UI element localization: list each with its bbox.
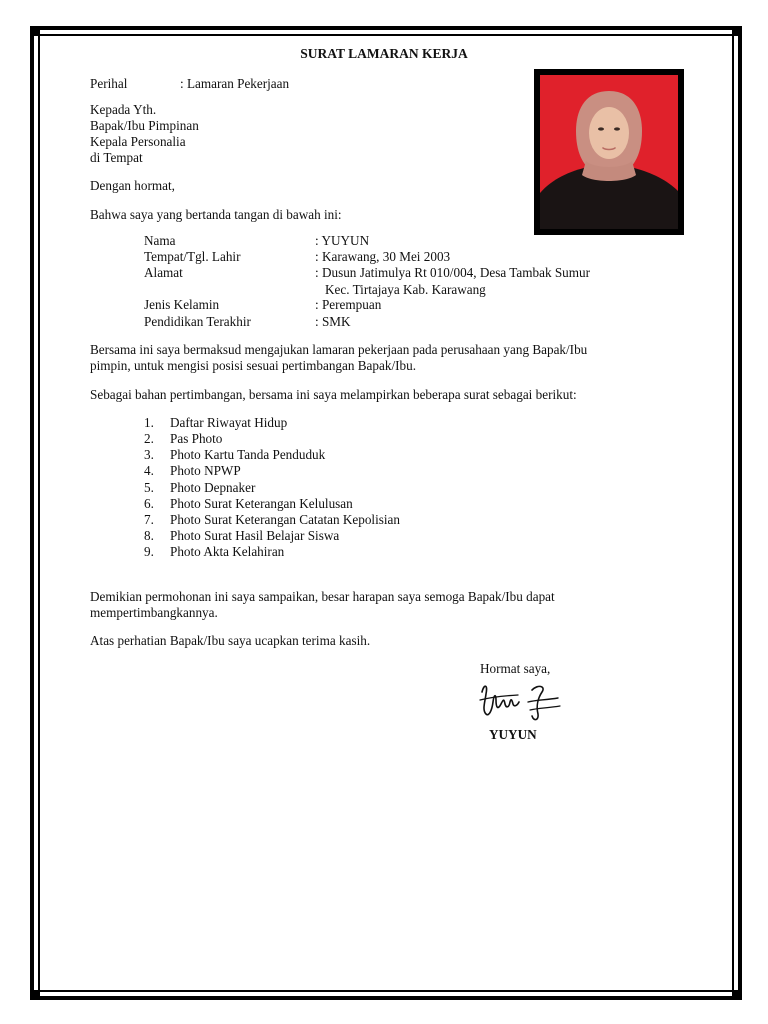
list-number: 6. (144, 496, 154, 511)
field-value: Kec. Tirtajaya Kab. Karawang (325, 282, 486, 297)
field-value: : Perempuan (315, 297, 382, 312)
body-paragraph-line: Bersama ini saya bermaksud mengajukan lamaran pekerjaan pada perusahaan yang Bapak/Ibu (90, 342, 588, 357)
field-label: Jenis Kelamin (144, 297, 220, 312)
list-number: 9. (144, 544, 154, 559)
list-item: Photo Surat Keterangan Catatan Kepolisian (170, 512, 400, 527)
list-number: 5. (144, 480, 154, 495)
signature-image (476, 680, 566, 726)
greeting: Dengan hormat, (90, 178, 175, 193)
list-number: 3. (144, 447, 154, 462)
list-item: Photo Kartu Tanda Penduduk (170, 447, 326, 462)
field-value: : Dusun Jatimulya Rt 010/004, Desa Tambak Sumur (315, 265, 591, 280)
border-corner (30, 990, 40, 1000)
list-item: Pas Photo (170, 431, 223, 446)
applicant-photo (534, 69, 684, 235)
list-number: 1. (144, 415, 154, 430)
intro-text: Bahwa saya yang bertanda tangan di bawah ini: (90, 207, 342, 222)
field-value: : YUYUN (315, 233, 370, 248)
field-label: Tempat/Tgl. Lahir (144, 249, 241, 264)
field-label: Alamat (144, 265, 183, 280)
field-label: Pendidikan Terakhir (144, 314, 251, 329)
applicant-portrait (540, 75, 678, 229)
list-item: Photo NPWP (170, 463, 241, 478)
list-number: 2. (144, 431, 154, 446)
closing-paragraph-line: Demikian permohonan ini saya sampaikan, besar harapan saya semoga Bapak/Ibu dapat (90, 589, 555, 604)
address-line: Kepala Personalia (90, 134, 186, 149)
border-corner (30, 26, 40, 36)
field-value: : Karawang, 30 Mei 2003 (315, 249, 451, 264)
address-line: di Tempat (90, 150, 143, 165)
letter-title: SURAT LAMARAN KERJA (300, 46, 468, 61)
list-item: Photo Akta Kelahiran (170, 544, 285, 559)
list-item: Daftar Riwayat Hidup (170, 415, 288, 430)
field-value: : SMK (315, 314, 351, 329)
list-number: 8. (144, 528, 154, 543)
list-item: Photo Depnaker (170, 480, 256, 495)
list-number: 7. (144, 512, 154, 527)
perihal-label: Perihal (90, 76, 128, 91)
border-corner (732, 990, 742, 1000)
attachments-intro: Sebagai bahan pertimbangan, bersama ini saya melampirkan beberapa surat sebagai berikut: (90, 387, 577, 402)
address-line: Kepada Yth. (90, 102, 157, 117)
perihal-value: : Lamaran Pekerjaan (180, 76, 290, 91)
signature-name: YUYUN (489, 727, 537, 742)
list-number: 4. (144, 463, 154, 478)
body-paragraph-line: pimpin, untuk mengisi posisi sesuai pertimbangan Bapak/Ibu. (90, 358, 416, 373)
thanks-text: Atas perhatian Bapak/Ibu saya ucapkan terima kasih. (90, 633, 371, 648)
border-corner (732, 26, 742, 36)
regards-text: Hormat saya, (480, 661, 551, 676)
address-line: Bapak/Ibu Pimpinan (90, 118, 199, 133)
closing-paragraph-line: mempertimbangkannya. (90, 605, 218, 620)
list-item: Photo Surat Hasil Belajar Siswa (170, 528, 340, 543)
field-label: Nama (144, 233, 176, 248)
list-item: Photo Surat Keterangan Kelulusan (170, 496, 353, 511)
